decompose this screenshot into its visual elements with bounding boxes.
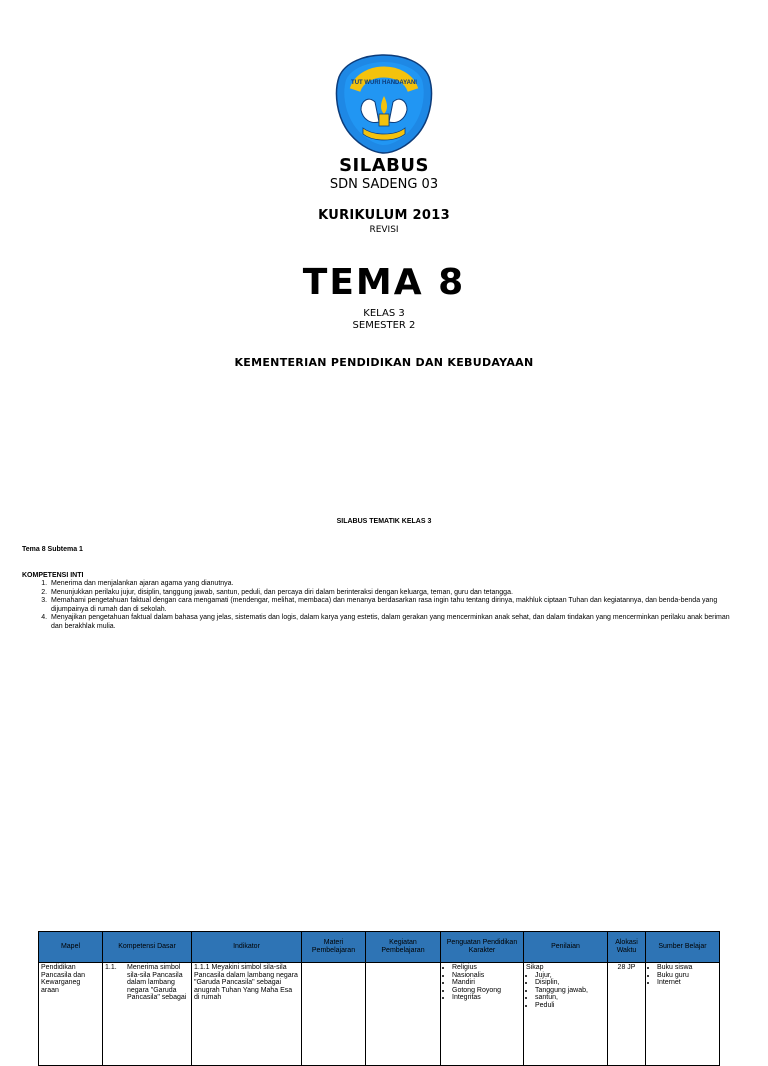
sumber-item: • Buku siswa [657, 964, 717, 972]
ppk-item: • Mandiri [452, 979, 521, 987]
revision-label: REVISI [369, 225, 399, 235]
ppk-item: • Religius [452, 964, 521, 972]
penilaian-item: • santun, [535, 994, 605, 1002]
syllabus-subtitle: SILABUS TEMATIK KELAS 3 [336, 518, 432, 525]
cell-alokasi: 28 JP [608, 963, 646, 1066]
penilaian-item: • Jujur, [535, 972, 605, 980]
subtheme-label: Tema 8 Subtema 1 [22, 546, 83, 553]
header-sumber: Sumber Belajar [646, 932, 720, 963]
sumber-list [648, 964, 717, 987]
theme-title: TEMA 8 [302, 262, 466, 303]
ppk-item: • Integritas [452, 994, 521, 1002]
cover-title: SILABUS [339, 155, 429, 176]
header-ppk: Penguatan Pendidikan Karakter [441, 932, 524, 963]
ki-title: KOMPETENSI INTI [22, 572, 84, 579]
header-alokasi: Alokasi Waktu [608, 932, 646, 963]
ki-item: 1. Menerima dan menjalankan ajaran agama yang dianutnya. [49, 580, 739, 589]
school-name: SDN SADENG 03 [329, 177, 439, 192]
cell-kompetensi-dasar [103, 963, 192, 1066]
header-mapel: Mapel [39, 932, 103, 963]
cell-mapel: Pendidikan Pancasila dan Kewarganeg araan [39, 963, 103, 1066]
ppk-list [443, 964, 521, 1002]
class-label: KELAS 3 [363, 308, 405, 319]
ppk-item: • Nasionalis [452, 972, 521, 980]
penilaian-item: • Disiplin, [535, 979, 605, 987]
tut-wuri-handayani-logo [333, 52, 435, 156]
semester-label: SEMESTER 2 [352, 320, 416, 331]
penilaian-item: • Tanggung jawab, [535, 987, 605, 995]
header-materi: Materi Pembelajaran [302, 932, 366, 963]
kd-number: 1.1. [105, 964, 117, 971]
cell-ppk [441, 963, 524, 1066]
header-penilaian: Penilaian [524, 932, 608, 963]
header-kegiatan: Kegiatan Pembelajaran [366, 932, 441, 963]
logo-ring-text: TUT WURI HANDAYANI [351, 80, 417, 86]
header-kompetensi-dasar: Kompetensi Dasar [103, 932, 192, 963]
cell-penilaian [524, 963, 608, 1066]
cell-sumber [646, 963, 720, 1066]
header-indikator: Indikator [192, 932, 302, 963]
penilaian-title: Sikap [526, 964, 544, 971]
table-row [39, 963, 720, 1066]
sumber-item: • Internet [657, 979, 717, 987]
ki-item: 3. Memahami pengetahuan faktual dengan cara mengamati (mendengar, melihat, membaca) dan menanya berdasarkan rasa ingin tahu tentang dirinya, makhluk ciptaan Tuhan dan kegiatannya, dan benda-benda yang dijumpainya di rumah dan di sekolah. [49, 597, 739, 614]
penilaian-list [526, 972, 605, 1010]
cell-kegiatan [366, 963, 441, 1066]
curriculum: KURIKULUM 2013 [318, 208, 450, 223]
cell-indikator: 1.1.1 Meyakini simbol sila-sila Pancasila dalam lambang negara "Garuda Pancasila" sebagai anugrah Tuhan Yang Maha Esa di rumah [192, 963, 302, 1066]
ppk-item: • Gotong Royong [452, 987, 521, 995]
ki-item: 4. Menyajikan pengetahuan faktual dalam bahasa yang jelas, sistematis dan logis, dalam karya yang estetis, dalam gerakan yang mencerminkan anak sehat, dan dalam tindakan yang mencerminkan perilaku anak beriman dan berakhlak mulia. [49, 614, 739, 631]
ki-list [22, 580, 739, 632]
table-header-row [39, 932, 720, 963]
syllabus-table [38, 931, 720, 1066]
ministry-name: KEMENTERIAN PENDIDIKAN DAN KEBUDAYAAN [234, 356, 534, 369]
ki-item: 2. Menunjukkan perilaku jujur, disiplin, tanggung jawab, santun, peduli, dan percaya diri dalam berinteraksi dengan keluarga, teman, guru dan tetangga. [49, 589, 739, 598]
kd-text: Menerima simbol sila-sila Pancasila dalam lambang negara "Garuda Pancasila" sebagai [127, 964, 187, 1002]
cell-materi [302, 963, 366, 1066]
sumber-item: • Buku guru [657, 972, 717, 980]
penilaian-item: • Peduli [535, 1002, 605, 1010]
